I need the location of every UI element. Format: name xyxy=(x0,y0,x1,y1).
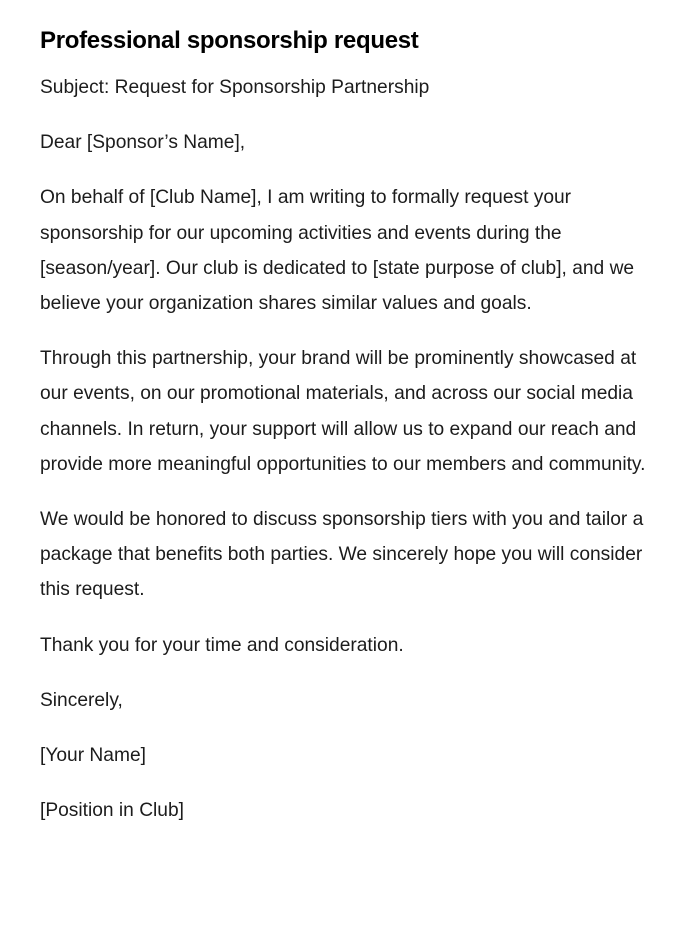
body-paragraph-intro: On behalf of [Club Name], I am writing to formally request your sponsorship for our upcoming activities and events during the [season/year]. Our club is dedicated to [state purpose of club], and we believe your organization shares similar values and goals. xyxy=(40,187,635,315)
body-paragraph-discussion: We would be honored to discuss sponsorship tiers with you and tailor a package that benefits both parties. We sincerely hope you will consider this request. xyxy=(40,509,644,601)
salutation: Dear [Sponsor’s Name], xyxy=(40,132,246,154)
document-title: Professional sponsorship request xyxy=(40,27,419,54)
document xyxy=(40,24,650,848)
body-paragraph-benefits: Through this partnership, your brand will be prominently showcased at our events, on our promotional materials, and across our social media channels. In return, your support will allow us to expand our reach and provide more meaningful opportunities to our members and community. xyxy=(40,348,646,475)
signature-name: [Your Name] xyxy=(40,745,146,767)
closing: Sincerely, xyxy=(40,689,123,711)
thank-you-line: Thank you for your time and consideration. xyxy=(40,634,404,656)
subject-line: Subject: Request for Sponsorship Partnership xyxy=(40,77,430,98)
signature-position: [Position in Club] xyxy=(40,800,184,822)
